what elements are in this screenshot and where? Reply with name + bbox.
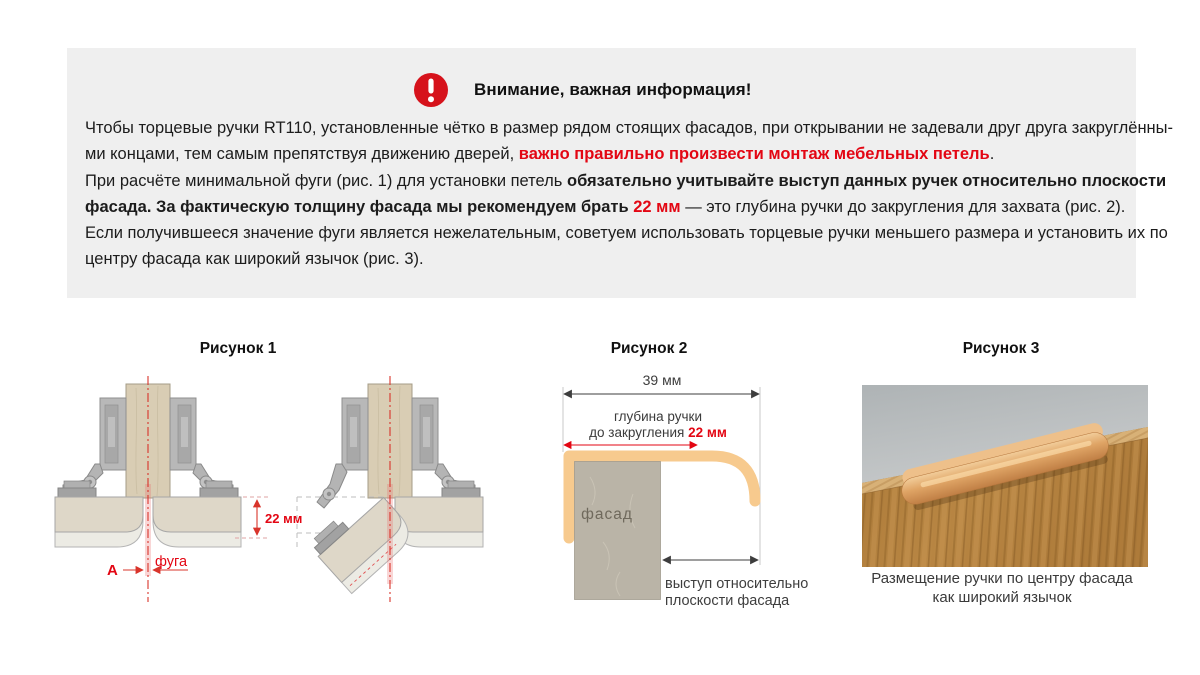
figure2-title: Рисунок 2 <box>610 340 688 357</box>
facade-right <box>153 497 241 547</box>
svg-text:до закругления 22 мм <box>589 425 727 440</box>
hinge-right <box>412 398 480 497</box>
protrusion-label-line2: плоскости фасада <box>665 593 790 609</box>
text-line <box>85 168 1173 194</box>
figure1-hinge-diagram <box>45 372 525 612</box>
figure1-title: Рисунок 1 <box>199 340 277 357</box>
dimension-39mm <box>564 372 759 394</box>
hinge-right <box>170 398 238 497</box>
depth-label-line2: до закругления <box>589 425 689 440</box>
facade-cross-section <box>575 462 661 600</box>
text-segment: 22 мм <box>633 197 681 216</box>
facade-label: фасад <box>581 506 633 523</box>
hinge-left-opened <box>317 398 368 508</box>
text-segment: Если получившееся значение фуги является нежелательным, советуем использовать торцевые ручки меньшего размера и установить их по <box>85 224 1168 243</box>
dimension-22mm <box>235 497 302 538</box>
text-line <box>85 141 1173 167</box>
text-segment: ми концами, тем самым препятствуя движению дверей, <box>85 145 519 164</box>
text-segment: центру фасада как широкий язычок (рис. 3). <box>85 250 424 269</box>
text-segment: — это глубина ручки до закругления для захвата (рис. 2). <box>680 197 1126 216</box>
text-segment: При расчёте минимальной фуги (рис. 1) для установки петель <box>85 171 567 190</box>
gap-letter-a: А <box>107 562 118 579</box>
exclamation-icon <box>414 73 448 107</box>
text-line <box>85 220 1173 246</box>
facade-right <box>395 497 483 547</box>
dim-39mm-label: 39 мм <box>642 372 682 388</box>
figure3-handle-photo <box>862 385 1148 567</box>
warning-header <box>414 73 752 107</box>
info-paragraph <box>85 115 1173 273</box>
text-segment: фасада. За фактическую толщину фасада мы рекомендуем брать <box>85 197 634 216</box>
warning-infobox <box>67 48 1174 298</box>
depth-label-line1: глубина ручки <box>614 409 702 424</box>
gap-fuga-label: фуга <box>155 554 188 570</box>
text-segment: важно правильно произвести монтаж мебельных петель <box>518 145 990 164</box>
text-line <box>85 115 1173 141</box>
figure2-handle-profile-diagram <box>545 372 835 622</box>
protrusion-dimension <box>663 560 808 609</box>
figure3-caption-line2: как широкий язычок <box>932 589 1072 606</box>
figure3-caption-line1: Размещение ручки по центру фасада <box>871 570 1133 587</box>
protrusion-label-line1: выступ относительно <box>665 576 809 592</box>
facade-left <box>55 497 143 547</box>
text-segment: обязательно учитывайте выступ данных ручек относительно плоскости <box>567 171 1167 190</box>
depth-value-22mm: 22 мм <box>688 425 727 440</box>
fig1-closed-position-diagram <box>55 376 302 602</box>
warning-title: Внимание, важная информация! <box>474 80 752 99</box>
dim-22mm-label: 22 мм <box>265 511 303 526</box>
figure3-title: Рисунок 3 <box>962 340 1040 357</box>
text-segment: . <box>989 145 995 164</box>
hinge-left <box>58 398 126 497</box>
text-line <box>85 246 1173 272</box>
text-segment: Чтобы торцевые ручки RT110, установленные чётко в размер рядом стоящих фасадов, при открывании не задевали друг друга закруглённы- <box>85 119 1174 137</box>
fig1-opened-position-diagram <box>297 376 483 602</box>
text-line <box>85 194 1173 220</box>
depth-label <box>564 409 727 445</box>
